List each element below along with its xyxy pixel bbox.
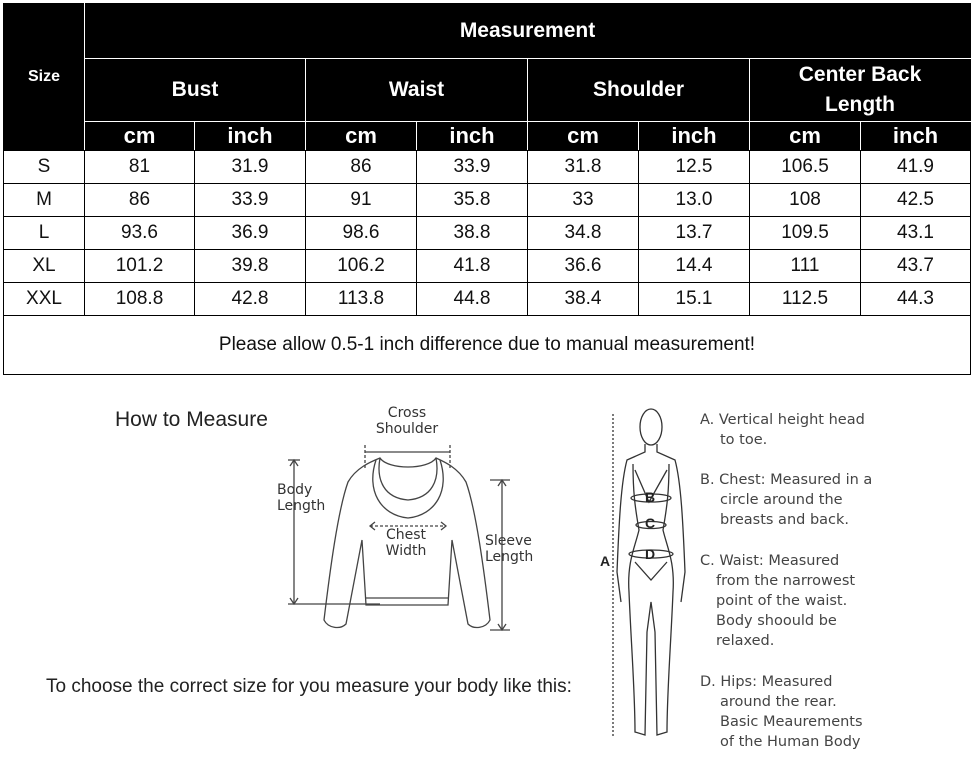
measurement-cell: 86	[306, 151, 417, 184]
table-row	[4, 217, 971, 250]
description-b: B. Chest: Measured in a circle around the breasts and back.	[700, 472, 873, 528]
measurement-cell: 38.4	[528, 283, 639, 316]
measurement-cell: 38.8	[417, 217, 528, 250]
size-cell: XL	[4, 250, 85, 283]
measurement-cell: 109.5	[750, 217, 861, 250]
description-d: D. Hips: Measured around the rear. Basic Meaurements of the Human Body	[700, 674, 863, 750]
measurement-cell: 41.8	[417, 250, 528, 283]
figure-label-d: D	[645, 546, 656, 562]
size-cell: L	[4, 217, 85, 250]
measurement-cell: 98.6	[306, 217, 417, 250]
size-chart-table	[3, 3, 971, 375]
measurement-header: Measurement	[85, 4, 971, 59]
sweater-diagram	[280, 430, 530, 640]
unit-header: cm	[750, 122, 861, 151]
measurement-cell: 15.1	[639, 283, 750, 316]
measurement-cell: 36.6	[528, 250, 639, 283]
measurement-cell: 13.7	[639, 217, 750, 250]
measurement-cell: 42.8	[195, 283, 306, 316]
measurement-cell: 44.3	[861, 283, 971, 316]
measurement-cell: 34.8	[528, 217, 639, 250]
group-header-center-back-length: Center Back Length	[750, 59, 971, 122]
group-header-bust: Bust	[85, 59, 306, 122]
unit-header: cm	[528, 122, 639, 151]
measurement-cell: 39.8	[195, 250, 306, 283]
measurement-cell: 35.8	[417, 184, 528, 217]
figure-label-b: B	[645, 489, 656, 505]
table-row	[4, 250, 971, 283]
measurement-cell: 33	[528, 184, 639, 217]
how-to-measure-title: How to Measure	[115, 408, 268, 431]
size-column-header: Size	[4, 4, 85, 151]
measurement-cell: 42.5	[861, 184, 971, 217]
unit-header: cm	[306, 122, 417, 151]
measurement-cell: 93.6	[85, 217, 195, 250]
measurement-cell: 108.8	[85, 283, 195, 316]
group-header-waist: Waist	[306, 59, 528, 122]
body-length-label: Body Length	[277, 482, 326, 514]
measurement-cell: 41.9	[861, 151, 971, 184]
description-a: A. Vertical height head to toe.	[700, 412, 865, 448]
size-rows	[4, 151, 971, 316]
chest-width-label: Chest Width	[385, 527, 427, 559]
measurement-cell: 111	[750, 250, 861, 283]
unit-header: cm	[85, 122, 195, 151]
measurement-cell: 106.2	[306, 250, 417, 283]
measurement-cell: 43.1	[861, 217, 971, 250]
unit-header: inch	[195, 122, 306, 151]
figure-label-c: C	[645, 515, 656, 531]
measurement-cell: 33.9	[417, 151, 528, 184]
choose-size-instruction: To choose the correct size for you measure your body like this:	[46, 676, 572, 697]
cross-shoulder-label: Cross Shoulder	[375, 405, 439, 437]
measurement-cell: 101.2	[85, 250, 195, 283]
human-body-figure	[600, 402, 695, 747]
measurement-cell: 108	[750, 184, 861, 217]
group-header-shoulder: Shoulder	[528, 59, 750, 122]
measurement-cell: 44.8	[417, 283, 528, 316]
measurement-cell: 13.0	[639, 184, 750, 217]
measurement-cell: 91	[306, 184, 417, 217]
measurement-cell: 31.9	[195, 151, 306, 184]
measurement-cell: 14.4	[639, 250, 750, 283]
table-row	[4, 184, 971, 217]
unit-header: inch	[417, 122, 528, 151]
measurement-cell: 86	[85, 184, 195, 217]
table-row	[4, 283, 971, 316]
figure-label-a: A	[600, 553, 611, 569]
measurement-cell: 113.8	[306, 283, 417, 316]
measurement-cell: 12.5	[639, 151, 750, 184]
measurement-note: Please allow 0.5-1 inch difference due to manual measurement!	[4, 316, 971, 375]
sleeve-length-label: Sleeve Length	[485, 533, 534, 565]
measurement-cell: 112.5	[750, 283, 861, 316]
table-row	[4, 151, 971, 184]
measurement-cell: 36.9	[195, 217, 306, 250]
measurement-cell: 106.5	[750, 151, 861, 184]
measurement-cell: 43.7	[861, 250, 971, 283]
unit-header: inch	[861, 122, 971, 151]
unit-header: inch	[639, 122, 750, 151]
measurement-cell: 31.8	[528, 151, 639, 184]
size-cell: XXL	[4, 283, 85, 316]
measurement-cell: 81	[85, 151, 195, 184]
size-cell: S	[4, 151, 85, 184]
description-c: C. Waist: Measured from the narrowest point of the waist. Body shoould be relaxed.	[700, 553, 856, 649]
measurement-cell: 33.9	[195, 184, 306, 217]
size-cell: M	[4, 184, 85, 217]
